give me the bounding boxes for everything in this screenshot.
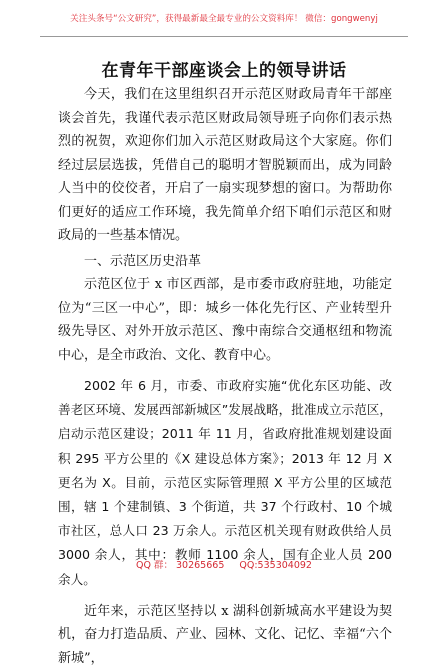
page-footer — [0, 557, 448, 571]
footer-qq: QQ:535304092 — [239, 560, 312, 571]
document-body — [58, 83, 392, 670]
header-promo-text: 关注头条号“公文研究”，获得最新最全最专业的公文资料库！ 微信：gongwenyj — [70, 14, 378, 24]
page-header — [40, 0, 408, 37]
footer-qq-group: QQ 群： 30265665 — [136, 560, 225, 571]
paragraph-intro: 今天，我们在这里组织召开示范区财政局青年干部座谈会首先，我谨代表示范区财政局领导班子向你们表示热烈的祝贺，欢迎你们加入示范区财政局这个大家庭。你们经过层层选拔，凭借自己的聪明才智脱颖而出，成为同龄人当中的佼佼者，开启了一扇实现梦想的窗口。为帮助你们更好的适应工作环境，我先简单介绍下咱们示范区和财政局的一些基本情况。 — [58, 87, 392, 243]
section-heading-history: 一、示范区历史沿革 — [84, 253, 202, 269]
paragraph-recent: 近年来，示范区坚持以 x 湖科创新城高水平建设为契机，奋力打造品质、产业、园林、文化、记忆、幸福“六个新城”， — [58, 603, 392, 666]
paragraph-history: 2002 年 6 月，市委、市政府实施“优化东区功能、改善老区环境、发展西部新城区”发展战略，批准成立示范区，启动示范区建设；2011 年 11 月，省政府批准规划建设面积 295 平方公里的《X 建设总体方案》；2013 年 12 月 X 更名为 X。目前，示范区实际管理照 X 平方公里的区域范围，辖 1 个建制镇、3 个街道，共 37 个行政村、10 个城市社区，总人口 23 万余人。示范区机关现有财政供给人员 3000 余人，其中：教师 1100 余人，国有企业人员 200 余人。 — [58, 378, 392, 587]
paragraph-location: 示范区位于 x 市区西部，是市委市政府驻地，功能定位为“三区一中心”，即：城乡一体化先行区、产业转型升级先导区、对外开放示范区、豫中南综合交通枢纽和物流中心，是全市政治、文化、教育中心。 — [58, 277, 392, 363]
document-title: 在青年干部座谈会上的领导讲话 — [101, 61, 347, 81]
